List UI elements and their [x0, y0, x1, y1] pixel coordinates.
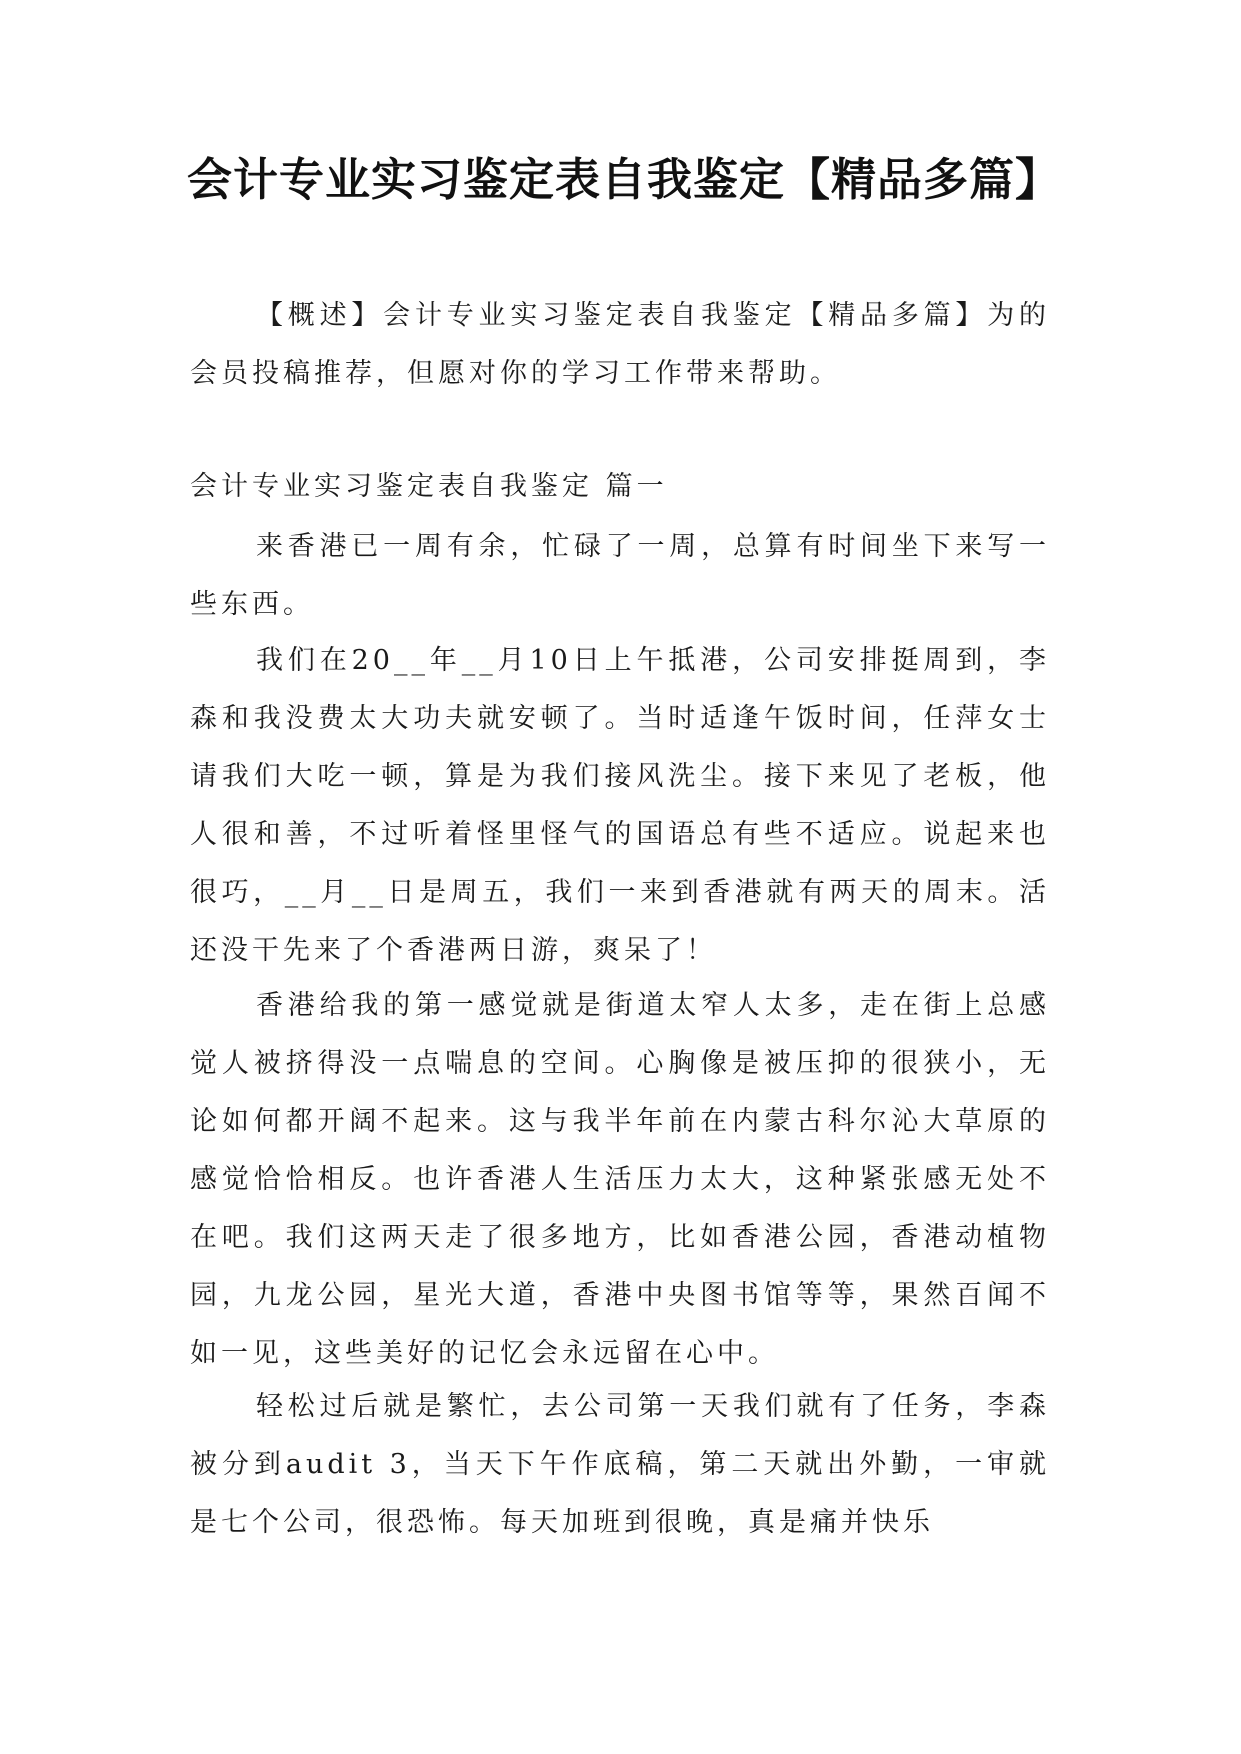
- section-heading: 会计专业实习鉴定表自我鉴定 篇一: [190, 471, 668, 502]
- body-paragraph: 我们在20__年__月10日上午抵港，公司安排挺周到，李森和我没费太大功夫就安顿了。当时适逢午饭时间，任萍女士请我们大吃一顿，算是为我们接风洗尘。接下来见了老板，他人很和善，不过听着怪里怪气的国语总有些不适应。说起来也很巧，__月__日是周五，我们一来到香港就有两天的周末。活还没干先来了个香港两日游，爽呆了！: [190, 645, 1050, 966]
- body-paragraph: 轻松过后就是繁忙，去公司第一天我们就有了任务，李森被分到audit 3，当天下午作底稿，第二天就出外勤，一审就是七个公司，很恐怖。每天加班到很晚，真是痛并快乐: [190, 1391, 1050, 1538]
- body-paragraph: 来香港已一周有余，忙碌了一周，总算有时间坐下来写一些东西。: [190, 531, 1050, 620]
- summary-paragraph: 【概述】会计专业实习鉴定表自我鉴定【精品多篇】为的会员投稿推荐，但愿对你的学习工作带来帮助。: [190, 300, 1050, 389]
- document-title: 会计专业实习鉴定表自我鉴定【精品多篇】: [187, 153, 1062, 206]
- body-paragraph: 香港给我的第一感觉就是街道太窄人太多，走在街上总感觉人被挤得没一点喘息的空间。心胸像是被压抑的很狭小，无论如何都开阔不起来。这与我半年前在内蒙古科尔沁大草原的感觉恰恰相反。也许香港人生活压力太大，这种紧张感无处不在吧。我们这两天走了很多地方，比如香港公园，香港动植物园，九龙公园，星光大道，香港中央图书馆等等，果然百闻不如一见，这些美好的记忆会永远留在心中。: [190, 990, 1050, 1369]
